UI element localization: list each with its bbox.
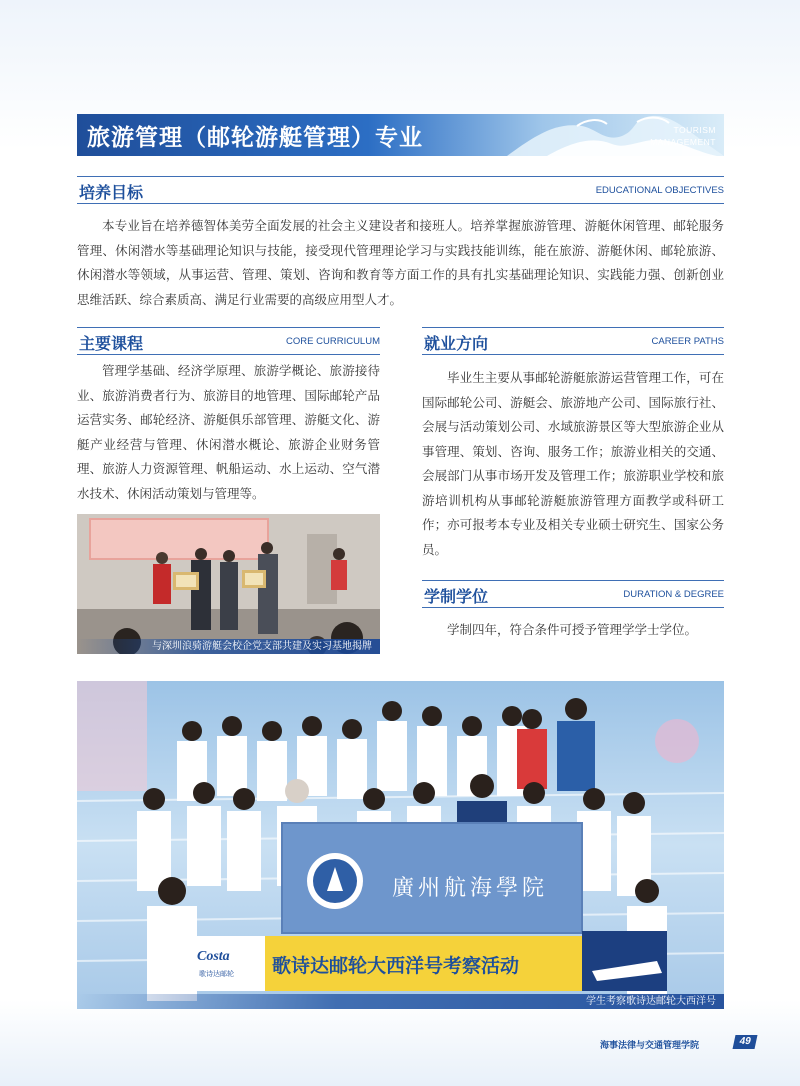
curriculum-title-en: CORE CURRICULUM — [286, 336, 380, 347]
title-banner — [77, 114, 724, 156]
degree-header — [422, 580, 724, 608]
group-photo — [77, 681, 724, 1009]
school-banner-text: 廣州航海學院 — [392, 876, 549, 901]
degree-text: 学制四年，符合条件可授予管理学学士学位。 — [447, 622, 698, 637]
curriculum-header — [77, 327, 380, 355]
career-text: 毕业生主要从事邮轮游艇旅游运营管理工作，可在国际邮轮公司、游艇会、旅游地产公司、国际旅行社、会展与活动策划公司、水域旅游景区等大型旅游企业从事管理、策划、咨询、服务工作；旅游业相关的交通、会展部门从事市场开发及管理工作；旅游职业学校和旅游培训机构从事邮轮游艇旅游管理方面教学或科研工作；亦可报考本专业及相关专业硕士研究生、国家公务员。 — [422, 370, 724, 557]
costa-logo: Costa — [197, 949, 230, 964]
degree-title: 学制学位 — [424, 587, 489, 606]
objectives-title-en: EDUCATIONAL OBJECTIVES — [595, 185, 724, 196]
career-title-en: CAREER PATHS — [651, 336, 724, 347]
ceremony-photo — [77, 514, 380, 654]
page-title: 旅游管理（邮轮游艇管理）专业 — [87, 125, 423, 151]
career-header — [422, 327, 724, 355]
costa-sub: 歌诗达邮轮 — [199, 970, 234, 978]
event-banner-text: 歌诗达邮轮大西洋号考察活动 — [272, 955, 520, 977]
curriculum-title: 主要课程 — [79, 334, 144, 353]
ceremony-caption: 与深圳浪骑游艇会校企党支部共建及实习基地揭牌 — [77, 639, 380, 654]
objectives-text: 本专业旨在培养德智体美劳全面发展的社会主义建设者和接班人。培养掌握旅游管理、游艇休闲管理、邮轮服务管理、休闲潜水等基础理论知识与技能，接受现代管理理论学习与实践技能训练，能在旅游、游艇休闲、邮轮旅游、休闲潜水等领域，从事运营、管理、策划、咨询和教育等方面工作的具有扎实基础理论知识、实践能力强、创新创业思维活跃、综合素质高、满足行业需要的高级应用型人才。 — [77, 218, 724, 307]
curriculum-text: 管理学基础、经济学原理、旅游学概论、旅游接待业、旅游消费者行为、旅游目的地管理、国际邮轮产品运营实务、邮轮经济、游艇俱乐部管理、游艇文化、游艇产业经营与管理、休闲潜水概论、旅游企业财务管理、旅游人力资源管理、帆船运动、水上运动、空气潜水技术、休闲活动策划与管理等。 — [77, 363, 380, 501]
objectives-title: 培养目标 — [79, 183, 144, 202]
title-english-line2: MANAGEMENT — [650, 137, 716, 147]
group-caption: 学生考察歌诗达邮轮大西洋号 — [77, 994, 724, 1009]
ceremony-scene — [77, 514, 380, 654]
page-number: 49 — [733, 1035, 758, 1049]
footer-school: 海事法律与交通管理学院 — [600, 1041, 700, 1051]
title-english — [650, 124, 716, 148]
career-title: 就业方向 — [424, 334, 489, 353]
degree-title-en: DURATION & DEGREE — [623, 589, 724, 600]
objectives-header — [77, 176, 724, 204]
title-english-line1: TOURISM — [673, 125, 716, 135]
